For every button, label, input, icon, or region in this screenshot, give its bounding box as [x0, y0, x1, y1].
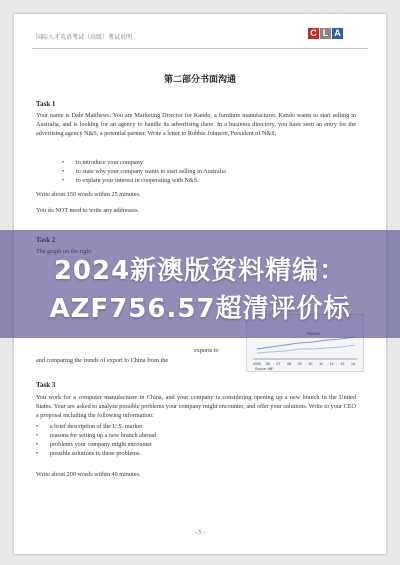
task3-word-count: Write about 200 words within 40 minutes.: [36, 471, 141, 478]
task3-bullet-list: [36, 422, 156, 458]
chart-x-tick-label: 09: [297, 362, 302, 366]
chart-x-tick-label: 13: [340, 362, 345, 366]
task1-paragraph: Your name is Dale Matthews. You are Marketing Director for Kando, a furniture manufacturer. Kando wants to start selling in Australia, and is looking for an agency to handle its advertising there. In a business directory, you have seen an entry for the advertising agency N&S, a potential partner. Write a letter to Robbie Johnson, President of N&S,: [36, 112, 356, 137]
task3-bullet: • reasons for setting up a new branch abroad: [36, 431, 156, 440]
chart-series-line: [257, 345, 355, 353]
task1-bullet: • to introduce your company: [62, 158, 226, 167]
chart-x-tick-label: 06: [265, 362, 270, 366]
part-title: 第二部分书面沟通: [163, 75, 236, 85]
task1-word-count: Write about 150 words within 25 minutes.: [36, 191, 141, 198]
logo-letter-c: C: [308, 28, 319, 39]
document-header-title: 国际人才英语考试（高级）考试说明: [36, 34, 133, 41]
task3-bullet: • problems your company might encounter: [36, 440, 156, 449]
chart-x-tick-label: 14: [351, 362, 355, 366]
task3-bullet: • possible solutions to these problems.: [36, 449, 156, 458]
logo-letter-a: A: [332, 28, 343, 39]
task1-address-note: You do NOT need to write any addresses.: [36, 207, 140, 214]
task1-heading: Task 1: [36, 100, 56, 108]
title-overlay-banner: [0, 230, 400, 338]
logo-letter-l: L: [320, 28, 331, 39]
task3-paragraph: You work for a computer manufacturer in China, and your company is considering opening up a new branch in the United States. Your are asked to analyze possible problems your company might encounter, and offer your solutions. Write to your CEO a proposal including the following information:: [36, 394, 356, 419]
chart-x-tick-label: 12: [329, 362, 334, 366]
header-divider: [32, 48, 368, 49]
chart-x-tick-label: 07: [276, 362, 281, 366]
overlay-title-line2: AZF756.57超清评价标: [49, 294, 351, 324]
overlay-title-line1: 2024新澳版资料精编：: [53, 256, 347, 286]
task1-bullet: • to explain your interest in cooperating with N&S.: [62, 176, 226, 185]
page-number: - 5 -: [195, 530, 205, 536]
task1-bullet-list: [62, 158, 226, 185]
cla-logo: [308, 28, 343, 39]
chart-x-tick-label: 10: [308, 362, 313, 366]
chart-x-tick-label: 2006: [253, 362, 261, 366]
task2-line3: and comparing the trends of export to China from the: [36, 357, 169, 364]
task3-bullet: • a brief description of the U.S. market: [36, 422, 156, 431]
chart-source-caption: Source: IMF: [255, 367, 274, 371]
task2-line2: exports to: [194, 347, 219, 354]
chart-x-tick-label: 08: [287, 362, 291, 366]
task3-heading: Task 3: [36, 381, 56, 389]
chart-x-tick-label: 11: [319, 362, 323, 366]
task1-bullet: • to state why your company wants to start selling in Australia: [62, 167, 226, 176]
